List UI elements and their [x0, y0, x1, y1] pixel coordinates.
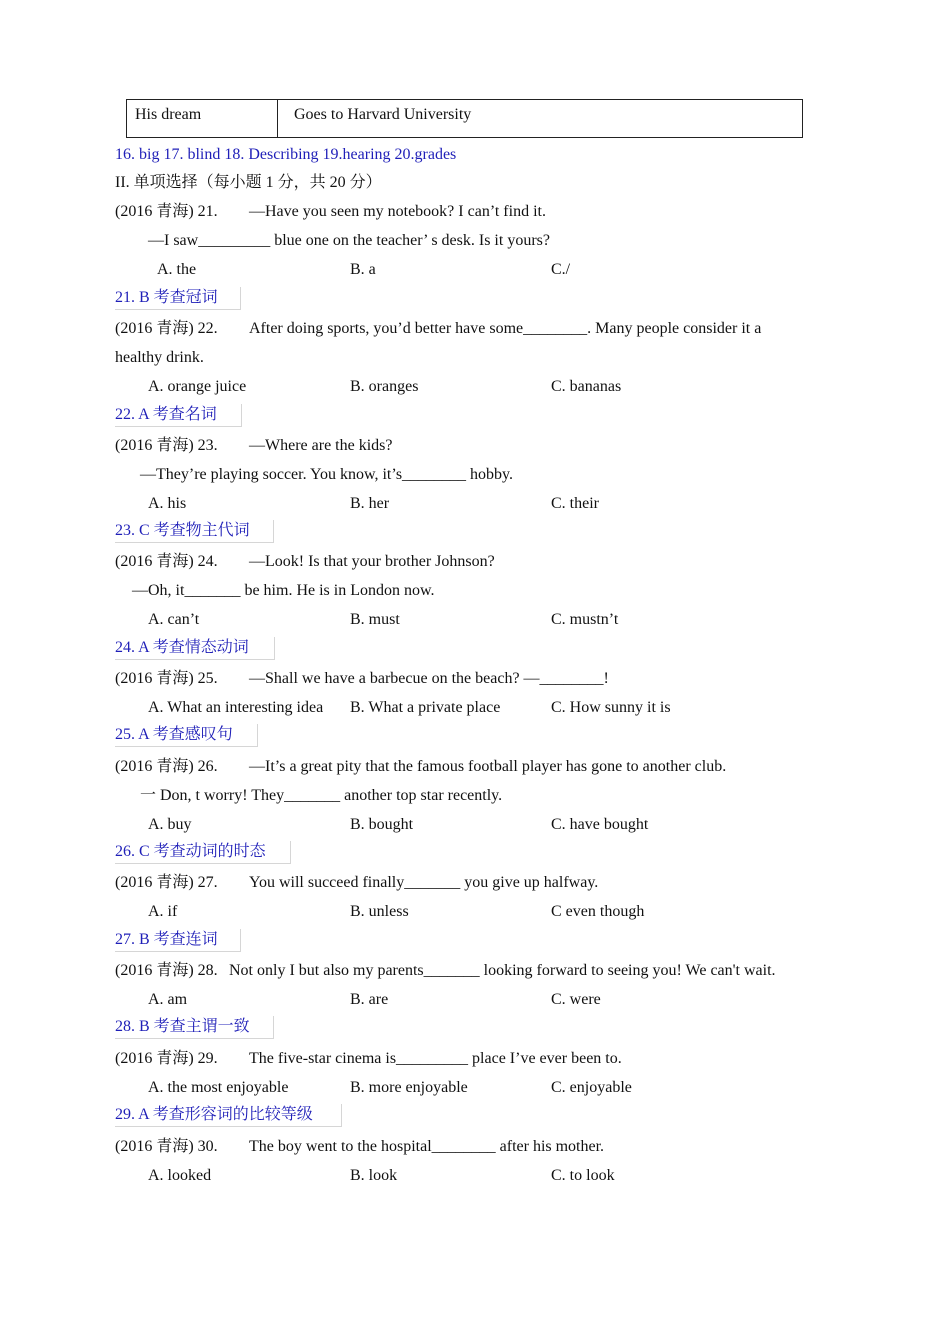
- answer-text: 25. A 考查感叹句: [115, 726, 233, 743]
- answer-box: [115, 724, 258, 747]
- option-b: B. What a private place: [350, 699, 501, 716]
- option-c: C. bananas: [551, 378, 622, 395]
- question-source: (2016 青海) 29.: [115, 1050, 218, 1067]
- dream-label: His dream: [127, 100, 278, 138]
- option-a: A. looked: [148, 1167, 212, 1184]
- option-c: C. enjoyable: [551, 1079, 632, 1096]
- question-line: —Shall we have a barbecue on the beach? —________!: [249, 670, 609, 687]
- answer-box: [115, 1104, 342, 1127]
- question-line: The five-star cinema is_________ place I’ve ever been to.: [249, 1050, 622, 1067]
- question-source: (2016 青海) 25.: [115, 670, 218, 687]
- option-b: B. look: [350, 1167, 398, 1184]
- option-a: A. can’t: [148, 611, 200, 628]
- question-source: (2016 青海) 24.: [115, 553, 218, 570]
- question-source: (2016 青海) 22.: [115, 320, 218, 337]
- question-source: (2016 青海) 23.: [115, 437, 218, 454]
- option-a: A. if: [148, 903, 178, 920]
- question-line: healthy drink.: [115, 349, 204, 366]
- question-line: —Look! Is that your brother Johnson?: [249, 553, 495, 570]
- dream-table: [126, 99, 803, 138]
- option-b: B. more enjoyable: [350, 1079, 468, 1096]
- question-line: 一 Don, t worry! They_______ another top star recently.: [140, 787, 503, 804]
- option-c: C. to look: [551, 1167, 615, 1184]
- answer-text: 21. B 考查冠词: [115, 289, 218, 306]
- option-b: B. unless: [350, 903, 409, 920]
- option-b: B. are: [350, 991, 389, 1008]
- option-c: C. were: [551, 991, 601, 1008]
- previous-answers: 16. big 17. blind 18. Describing 19.hearing 20.grades: [115, 146, 457, 163]
- question-line: —They’re playing soccer. You know, it’s________ hobby.: [140, 466, 513, 483]
- option-a: A. What an interesting idea: [148, 699, 324, 716]
- option-c: C. mustn’t: [551, 611, 619, 628]
- question-line: —It’s a great pity that the famous football player has gone to another club.: [249, 758, 727, 775]
- answer-text: 22. A 考查名词: [115, 406, 217, 423]
- answer-text: 29. A 考查形容词的比较等级: [115, 1106, 313, 1123]
- answer-text: 28. B 考查主谓一致: [115, 1018, 250, 1035]
- question-line: —Where are the kids?: [249, 437, 393, 454]
- option-a: A. the: [157, 261, 197, 278]
- option-c: C. their: [551, 495, 599, 512]
- option-a: A. buy: [148, 816, 192, 833]
- question-line: —Oh, it_______ be him. He is in London now.: [132, 582, 435, 599]
- option-b: B. her: [350, 495, 390, 512]
- option-c: C. have bought: [551, 816, 649, 833]
- option-c: C. How sunny it is: [551, 699, 671, 716]
- answer-box: [115, 637, 275, 660]
- question-source: (2016 青海) 27.: [115, 874, 218, 891]
- option-a: A. am: [148, 991, 188, 1008]
- option-b: B. bought: [350, 816, 414, 833]
- answer-box: [115, 929, 241, 952]
- option-c: C even though: [551, 903, 645, 920]
- option-a: A. the most enjoyable: [148, 1079, 289, 1096]
- answer-box: [115, 287, 241, 310]
- question-source: (2016 青海) 21.: [115, 203, 218, 220]
- option-b: B. oranges: [350, 378, 419, 395]
- question-line: —Have you seen my notebook? I can’t find it.: [249, 203, 546, 220]
- question-line: Not only I but also my parents_______ looking forward to seeing you! We can't wait.: [229, 962, 776, 979]
- option-c: C./: [551, 261, 571, 278]
- question-source: (2016 青海) 30.: [115, 1138, 218, 1155]
- answer-box: [115, 404, 242, 427]
- question-line: —I saw_________ blue one on the teacher’ s desk. Is it yours?: [148, 232, 550, 249]
- answer-text: 26. C 考查动词的时态: [115, 843, 266, 860]
- option-b: B. must: [350, 611, 400, 628]
- option-a: A. orange juice: [148, 378, 247, 395]
- section-title: II. 单项选择（每小题 1 分，共 20 分）: [115, 174, 382, 191]
- answer-box: [115, 841, 291, 864]
- answer-box: [115, 520, 274, 543]
- answer-text: 27. B 考查连词: [115, 931, 218, 948]
- dream-value: Goes to Harvard University: [278, 100, 803, 138]
- question-source: (2016 青海) 28.: [115, 962, 218, 979]
- option-b: B. a: [350, 261, 376, 278]
- question-line: You will succeed finally_______ you give up halfway.: [249, 874, 599, 891]
- question-line: The boy went to the hospital________ after his mother.: [249, 1138, 605, 1155]
- question-line: After doing sports, you’d better have some________. Many people consider it a: [249, 320, 762, 337]
- question-source: (2016 青海) 26.: [115, 758, 218, 775]
- answer-box: [115, 1016, 274, 1039]
- answer-text: 24. A 考查情态动词: [115, 639, 249, 656]
- answer-text: 23. C 考查物主代词: [115, 522, 250, 539]
- option-a: A. his: [148, 495, 187, 512]
